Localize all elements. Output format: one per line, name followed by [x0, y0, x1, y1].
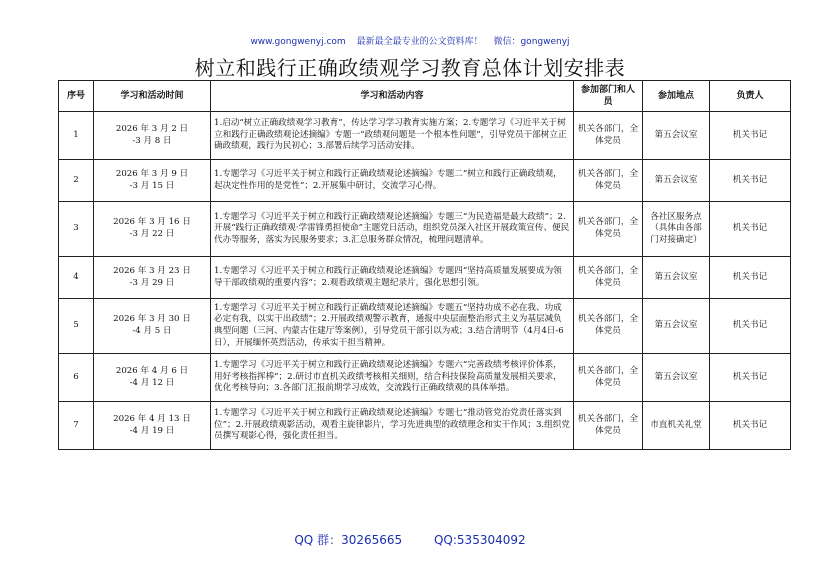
table-row	[59, 299, 791, 354]
banner-slogan: 最新最全最专业的公文资料库！	[356, 37, 483, 47]
table-row	[59, 160, 791, 202]
row-lead: 机关书记	[710, 202, 791, 257]
row-seq: 3	[59, 202, 94, 257]
header-time: 学习和活动时间	[94, 81, 211, 112]
row-time: 2026 年 3 月 9 日 -3 月 15 日	[94, 160, 211, 202]
row-lead: 机关书记	[710, 402, 791, 450]
table-row	[59, 112, 791, 160]
row-participants: 机关各部门，全体党员	[574, 257, 643, 299]
schedule-table	[58, 80, 791, 450]
row-content: 1.专题学习《习近平关于树立和践行正确政绩观论述摘编》专题三“为民造福是最大政绩”；2.开展“践行正确政绩观·学雷锋勇担使命”主题党日活动，组织党员深入社区开展政策宣传、便民代办等服务，落实为民服务要求；3.汇总服务群众情况，梳理问题清单。	[211, 202, 574, 257]
footer-contact	[0, 531, 820, 548]
footer-qq-group: QQ 群：30265665	[294, 533, 403, 547]
table-row	[59, 402, 791, 450]
row-lead: 机关书记	[710, 299, 791, 354]
row-content: 1.专题学习《习近平关于树立和践行正确政绩观论述摘编》专题五“坚持功成不必在我、功成必定有我，以实干出政绩”；2.开展政绩观警示教育，通报中央层面整治形式主义为基层减负典型问题（三河、内蒙古住建厅等案例），引导党员干部引以为戒；3.结合清明节（4月4日-6日），开展缅怀英烈活动，传承实干担当精神。	[211, 299, 574, 354]
row-time: 2026 年 4 月 13 日 -4 月 19 日	[94, 402, 211, 450]
row-seq: 2	[59, 160, 94, 202]
row-seq: 7	[59, 402, 94, 450]
row-content: 1.专题学习《习近平关于树立和践行正确政绩观论述摘编》专题四“坚持高质量发展要成为领导干部政绩观的重要内容”；2.观看政绩观主题纪录片，强化思想引领。	[211, 257, 574, 299]
row-location: 第五会议室	[643, 160, 710, 202]
row-time: 2026 年 4 月 6 日 -4 月 12 日	[94, 354, 211, 402]
row-participants: 机关各部门，全体党员	[574, 354, 643, 402]
table-header-row	[59, 81, 791, 112]
row-lead: 机关书记	[710, 112, 791, 160]
row-seq: 6	[59, 354, 94, 402]
document-title: 树立和践行正确政绩观学习教育总体计划安排表	[194, 56, 626, 80]
footer-qq: QQ:535304092	[433, 533, 526, 547]
row-time: 2026 年 3 月 30 日 -4 月 5 日	[94, 299, 211, 354]
header-lead: 负责人	[710, 81, 791, 112]
table-row	[59, 257, 791, 299]
row-content: 1.专题学习《习近平关于树立和践行正确政绩观论述摘编》专题二“树立和践行正确政绩观，起决定性作用的是党性”；2.开展集中研讨，交流学习心得。	[211, 160, 574, 202]
banner-site-link[interactable]: www.gongwenyj.com	[250, 37, 346, 47]
banner-wechat: 微信：gongwenyj	[493, 37, 570, 47]
row-seq: 1	[59, 112, 94, 160]
row-content: 1.专题学习《习近平关于树立和践行正确政绩观论述摘编》专题七“推动管党治党责任落实到位”；2.开展政绩观影活动，观看主旋律影片，学习先进典型的政绩理念和实干作风；3.组织党员撰写观影心得，强化责任担当。	[211, 402, 574, 450]
table-row	[59, 354, 791, 402]
row-location: 各社区服务点（具体由各部门对接确定）	[643, 202, 710, 257]
row-participants: 机关各部门，全体党员	[574, 402, 643, 450]
header-participants: 参加部门和人员	[574, 81, 643, 112]
row-lead: 机关书记	[710, 354, 791, 402]
row-participants: 机关各部门，全体党员	[574, 202, 643, 257]
header-content: 学习和活动内容	[211, 81, 574, 112]
row-time: 2026 年 3 月 16 日 -3 月 22 日	[94, 202, 211, 257]
top-banner	[0, 34, 820, 47]
row-content: 1.专题学习《习近平关于树立和践行正确政绩观论述摘编》专题六“完善政绩考核评价体系，用好考核指挥棒”；2.研讨市直机关政绩考核相关细则，结合科技保险高质量发展相关要求，优化考核导向；3.各部门汇报前期学习成效，交流践行正确政绩观的具体举措。	[211, 354, 574, 402]
row-time: 2026 年 3 月 23 日 -3 月 29 日	[94, 257, 211, 299]
row-seq: 4	[59, 257, 94, 299]
row-participants: 机关各部门，全体党员	[574, 299, 643, 354]
header-seq: 序号	[59, 81, 94, 112]
row-lead: 机关书记	[710, 160, 791, 202]
header-location: 参加地点	[643, 81, 710, 112]
row-lead: 机关书记	[710, 257, 791, 299]
row-content: 1.启动“树立正确政绩观学习教育”，传达学习学习教育实施方案；2.专题学习《习近平关于树立和践行正确政绩观论述摘编》专题一“政绩观问题是一个根本性问题”，引导党员干部树立正确政绩观，践行为民初心；3.部署后续学习活动安排。	[211, 112, 574, 160]
row-location: 第五会议室	[643, 299, 710, 354]
row-seq: 5	[59, 299, 94, 354]
row-participants: 机关各部门，全体党员	[574, 112, 643, 160]
row-time: 2026 年 3 月 2 日 -3 月 8 日	[94, 112, 211, 160]
table-row	[59, 202, 791, 257]
row-participants: 机关各部门，全体党员	[574, 160, 643, 202]
row-location: 第五会议室	[643, 257, 710, 299]
row-location: 第五会议室	[643, 112, 710, 160]
row-location: 市直机关礼堂	[643, 402, 710, 450]
row-location: 第五会议室	[643, 354, 710, 402]
